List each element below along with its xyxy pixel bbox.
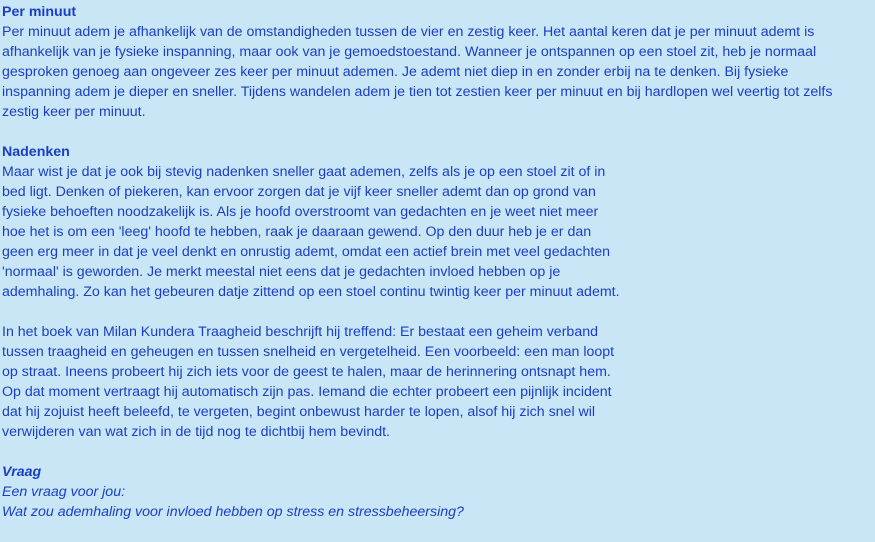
text-line: Een vraag voor jou: [2,484,126,500]
heading-nadenken: Nadenken [2,144,70,160]
spacer [2,442,875,462]
text-line: zestig keer per minuut. [2,104,146,120]
heading-per-minuut: Per minuut [2,4,77,20]
paragraph-nadenken [2,162,642,302]
spacer [2,122,875,142]
text-line: Per minuut adem je afhankelijk van de omstandigheden tussen de vier en zestig keer. Het aantal keren dat je per minuut ademt is [2,24,815,40]
text-line: fysieke behoeften noodzakelijk is. Als je hoofd overstroomt van gedachten en je weet niet meer [2,204,599,220]
paragraph-kundera [2,322,642,442]
text-line: 'normaal' is geworden. Je merkt meestal niet eens dat je gedachten invloed hebben op je [2,264,561,280]
text-line: In het boek van Milan Kundera Traagheid beschrijft hij treffend: Er bestaat een geheim verband [2,324,598,340]
text-line: afhankelijk van je fysieke inspanning, maar ook van je gemoedstoestand. Wanneer je ontspannen op een stoel zit, heb je normaal [2,44,817,60]
text-line: dat hij zojuist heeft beleefd, te vergeten, begint onbewust harder te lopen, alsof hij zich snel wil [2,404,596,420]
paragraph-per-minuut [2,22,875,122]
text-line: hoe het is om een 'leeg' hoofd te hebben, raak je daaraan gewend. Op den duur heb je er dan [2,224,592,240]
text-line: inspanning adem je dieper en sneller. Tijdens wandelen adem je tien tot zestien keer per minuut en bij hardlopen wel veertig tot zelfs [2,84,833,100]
text-line: Maar wist je dat je ook bij stevig nadenken sneller gaat ademen, zelfs als je op een stoel zit of in [2,164,606,180]
text-line: Op dat moment vertraagt hij automatisch zijn pas. Iemand die echter probeert een pijnlijk incident [2,384,612,400]
text-line: verwijderen van wat zich in de tijd nog te dichtbij hem bevindt. [2,424,391,440]
text-line: ademhaling. Zo kan het gebeuren datje zittend op een stoel continu twintig keer per minuut ademt. [2,284,620,300]
heading-vraag: Vraag [2,464,42,480]
text-line: op straat. Ineens probeert hij zich iets voor de geest te halen, maar de herinnering ontsnapt hem. [2,364,611,380]
text-line: gesproken genoeg aan ongeveer zes keer per minuut ademen. Je ademt niet diep in en zonder erbij na te denken. Bij fysieke [2,64,789,80]
spacer [2,302,875,322]
text-line: tussen traagheid en geheugen en tussen snelheid en vergetelheid. Een voorbeeld: een man loopt [2,344,615,360]
text-line: Wat zou ademhaling voor invloed hebben op stress en stressbeheersing? [2,504,464,520]
text-line: geen erg meer in dat je veel denkt en onrustig ademt, omdat een actief brein met veel gedachten [2,244,611,260]
paragraph-vraag [2,482,875,522]
text-line: bed ligt. Denken of piekeren, kan ervoor zorgen dat je vijf keer sneller ademt dan op grond van [2,184,596,200]
